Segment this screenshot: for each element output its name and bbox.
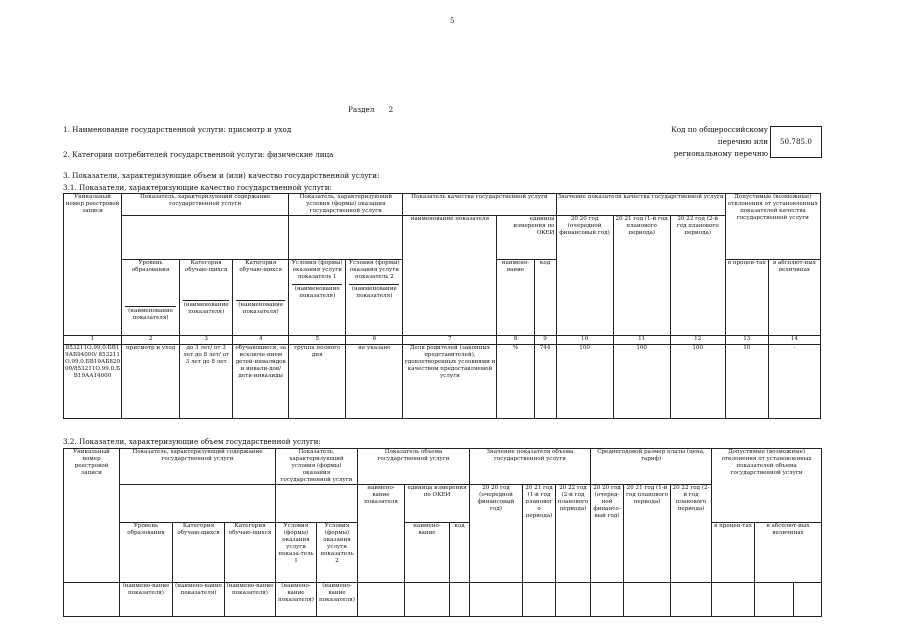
section-label: Раздел [348, 105, 375, 114]
subheader-condition-2 [346, 259, 403, 335]
consumer-category: 2. Категории потребителей государственной услуги: физические лица [63, 150, 334, 159]
subheader-condition-1 [289, 259, 346, 335]
blank-cell [712, 582, 755, 616]
header-indicator-name: наимено-вание показателя [358, 484, 405, 582]
heading-3-2: 3.2. Показатели, характеризующие объем государственной услуги: [63, 437, 321, 446]
header-price: Среднегодовой размер платы (цена, тариф) [591, 449, 712, 485]
cell-category: обучающиеся, за исключе-нием детей-инвалидов и инвали-дов/дети-инвалиды [233, 344, 289, 418]
code-label-line1: Код по общероссийскому [671, 125, 768, 134]
code-label [650, 126, 768, 158]
indicator-name-placeholder: (наименование показателя) [238, 301, 284, 315]
subheader-category-1: Категория обучаю-щихся [173, 522, 225, 582]
subheader-condition-1: Условия (формы) оказания услуги показа-тель 1 [276, 522, 317, 582]
subheader-level [122, 259, 180, 335]
blank-cell [450, 582, 470, 616]
header-quality: Показатель качества государственной услуги [403, 194, 556, 216]
subheader-unit-name: наимено-вание [497, 259, 534, 335]
header-registry: Уникальный номер реестровой записи [64, 449, 120, 583]
blank-cell [556, 582, 591, 616]
cell-condition-1: группа полного дня [289, 344, 346, 418]
registry-blank [64, 582, 120, 616]
cell-indicator: Доля родителей (законных представителей), удовлетворенных условиями и качеством предоставляемой услуги [403, 344, 497, 418]
subheader-category-1 [180, 259, 233, 335]
indicator-name-placeholder: (наименование показателя) [128, 307, 174, 321]
cell-year-2: 100 [613, 344, 670, 418]
header-unit: единица измерения по ОКЕИ [405, 484, 470, 522]
cell-absolute: - [768, 344, 820, 418]
header-registry: Уникальный номер реестровой записи [64, 194, 122, 336]
header-conditions-blank [276, 484, 358, 522]
header-price-year-2: 20 21 год (1-й год планового периода) [624, 484, 671, 582]
col-number: 12 [670, 335, 725, 344]
cell-year-3: 100 [670, 344, 725, 418]
header-content-blank [120, 484, 276, 522]
heading-3: 3. Показатели, характеризующие объем и (или) качество государственной услуги: [63, 171, 380, 180]
indicator-name-placeholder: (наимено-вание показателя) [276, 582, 317, 616]
header-conditions: Показатель, характеризующий условия (формы) оказания государственной услуги [289, 194, 403, 216]
cell-age: до 3 лет/ от 3 лет до 8 лет/ от 3 лет до 8 лет [180, 344, 233, 418]
col-number: 9 [534, 335, 556, 344]
header-year-3: 20 22 год (2-й год планового периода) [670, 215, 725, 335]
indicator-name-placeholder: (наименование показателя) [183, 301, 229, 315]
header-conditions-blank [289, 215, 403, 259]
subheader-percent: в процен-тах [725, 259, 768, 335]
col-number: 11 [613, 335, 670, 344]
section-number: 2 [388, 105, 394, 114]
subheader-level-text: Уровень образования [131, 259, 170, 273]
subheader-category-2-text: Категория обучаю-щихся [239, 259, 282, 273]
header-unit: единица измерения по ОКЕИ [497, 215, 556, 259]
code-value-box [770, 126, 822, 158]
blank-cell [358, 582, 405, 616]
col-number: 10 [556, 335, 613, 344]
col-number: 13 [725, 335, 768, 344]
header-volume: Показатель объема государственной услуги [358, 449, 470, 485]
blank-cell [671, 582, 712, 616]
header-content: Показатель, характеризующий содержание государственной услуги [122, 194, 289, 216]
col-number: 2 [122, 335, 180, 344]
blank-cell [591, 582, 624, 616]
subheader-condition-1-text: Условия (формы) оказания услуги показатель 1 [291, 259, 343, 280]
subheader-absolute: в абсолют-ных величинах [755, 522, 822, 582]
header-year-2: 20 21 год (1-й год планового периода) [613, 215, 670, 335]
col-number: 1 [64, 335, 122, 344]
indicator-name-placeholder: (наимено-вание показателя) [173, 582, 225, 616]
subheader-category-1-text: Категория обучаю-щихся [184, 259, 228, 273]
blank-cell [405, 582, 450, 616]
header-conditions: Показатель, характеризующий условия (формы) оказания государственной услуги [276, 449, 358, 485]
col-number: 8 [497, 335, 534, 344]
cell-registry: 853211О.99.0.БВ19АБ94000/ 853211О.99.0.БВ19АБ82000/853211О.99.0.БВ19АА14000 [64, 344, 122, 418]
blank-cell [523, 582, 556, 616]
table-row [64, 344, 821, 418]
indicator-name-placeholder: (наимено-вание показателя) [225, 582, 276, 616]
indicator-name-placeholder: (наимено-вание показателя) [317, 582, 358, 616]
header-price-year-3: 20 22 год (2-й год планового периода) [671, 484, 712, 582]
header-indicator-name: наименование показателя [403, 215, 497, 335]
indicator-name-placeholder: (наименование показателя) [294, 285, 340, 299]
cell-unit-name: % [497, 344, 534, 418]
subheader-absolute: в абсолют-ных величинах [768, 259, 820, 335]
code-value: 50.785.0 [779, 137, 812, 146]
header-price-year-1: 20 20 год (очеред-ной финансо-вый год) [591, 484, 624, 582]
col-number: 5 [289, 335, 346, 344]
blank-cell [755, 582, 794, 616]
subheader-unit-code: код [450, 522, 470, 582]
blank-cell [794, 582, 822, 616]
header-volume-value: Значение показателя объема государственной услуги [470, 449, 591, 485]
cell-unit-code: 744 [534, 344, 556, 418]
header-year-2: 20 21 год (1-й год плановог о периода) [523, 484, 556, 582]
indicator-name-placeholder: (наимено-вание показателя) [120, 582, 173, 616]
header-year-3: 20 22 год (2-й год планового периода) [556, 484, 591, 582]
col-number: 6 [346, 335, 403, 344]
cell-condition-2: не указано [346, 344, 403, 418]
header-content: Показатель, характеризующий содержание государственной услуги [120, 449, 276, 485]
heading-3-1: 3.1. Показатели, характеризующие качество государственной услуги: [63, 183, 332, 192]
col-number: 4 [233, 335, 289, 344]
blank-cell [470, 582, 523, 616]
subheader-unit-code: код [534, 259, 556, 335]
header-quality-value: Значение показателя качества государственной услуги [556, 194, 725, 216]
subheader-condition-2-text: Условия (формы) оказания услуги показатель 2 [348, 259, 400, 280]
subheader-percent: в процен-тах [712, 522, 755, 582]
subheader-category-2 [233, 259, 289, 335]
cell-year-1: 100 [556, 344, 613, 418]
header-year-1: 20 20 год (очередной финансовый год) [556, 215, 613, 335]
header-deviation: Допустимые (возможные) отклонения от установленных показателей объема государственной услуги [712, 449, 822, 523]
col-number: 14 [768, 335, 820, 344]
indicator-name-placeholder: (наименование показателя) [351, 285, 397, 299]
section-title [348, 106, 393, 114]
header-year-1: 20 20 год (очередной финансовый год) [470, 484, 523, 582]
header-content-blank [122, 215, 289, 259]
code-label-line3: региональному перечню [673, 149, 768, 159]
subheader-unit-name: наимено-вание [405, 522, 450, 582]
cell-content: присмотр и уход [122, 344, 180, 418]
subheader-condition-2: Условия (формы) оказания услуги показатель 2 [317, 522, 358, 582]
subheader-category-2: Категория обучаю-щихся [225, 522, 276, 582]
service-name: 1. Наименование государственной услуги: присмотр и уход [63, 125, 292, 134]
quality-table [63, 193, 821, 419]
blank-cell [624, 582, 671, 616]
subheader-level: Уровень образования [120, 522, 173, 582]
cell-percent: 10 [725, 344, 768, 418]
page-number: 5 [450, 17, 455, 25]
volume-table [63, 448, 822, 617]
col-number: 7 [403, 335, 497, 344]
header-deviation: Допустимые (возможные) отклонения от установленных показателей качества государственной услуги [725, 194, 820, 260]
col-number: 3 [180, 335, 233, 344]
code-label-line2: перечню или [717, 137, 768, 147]
